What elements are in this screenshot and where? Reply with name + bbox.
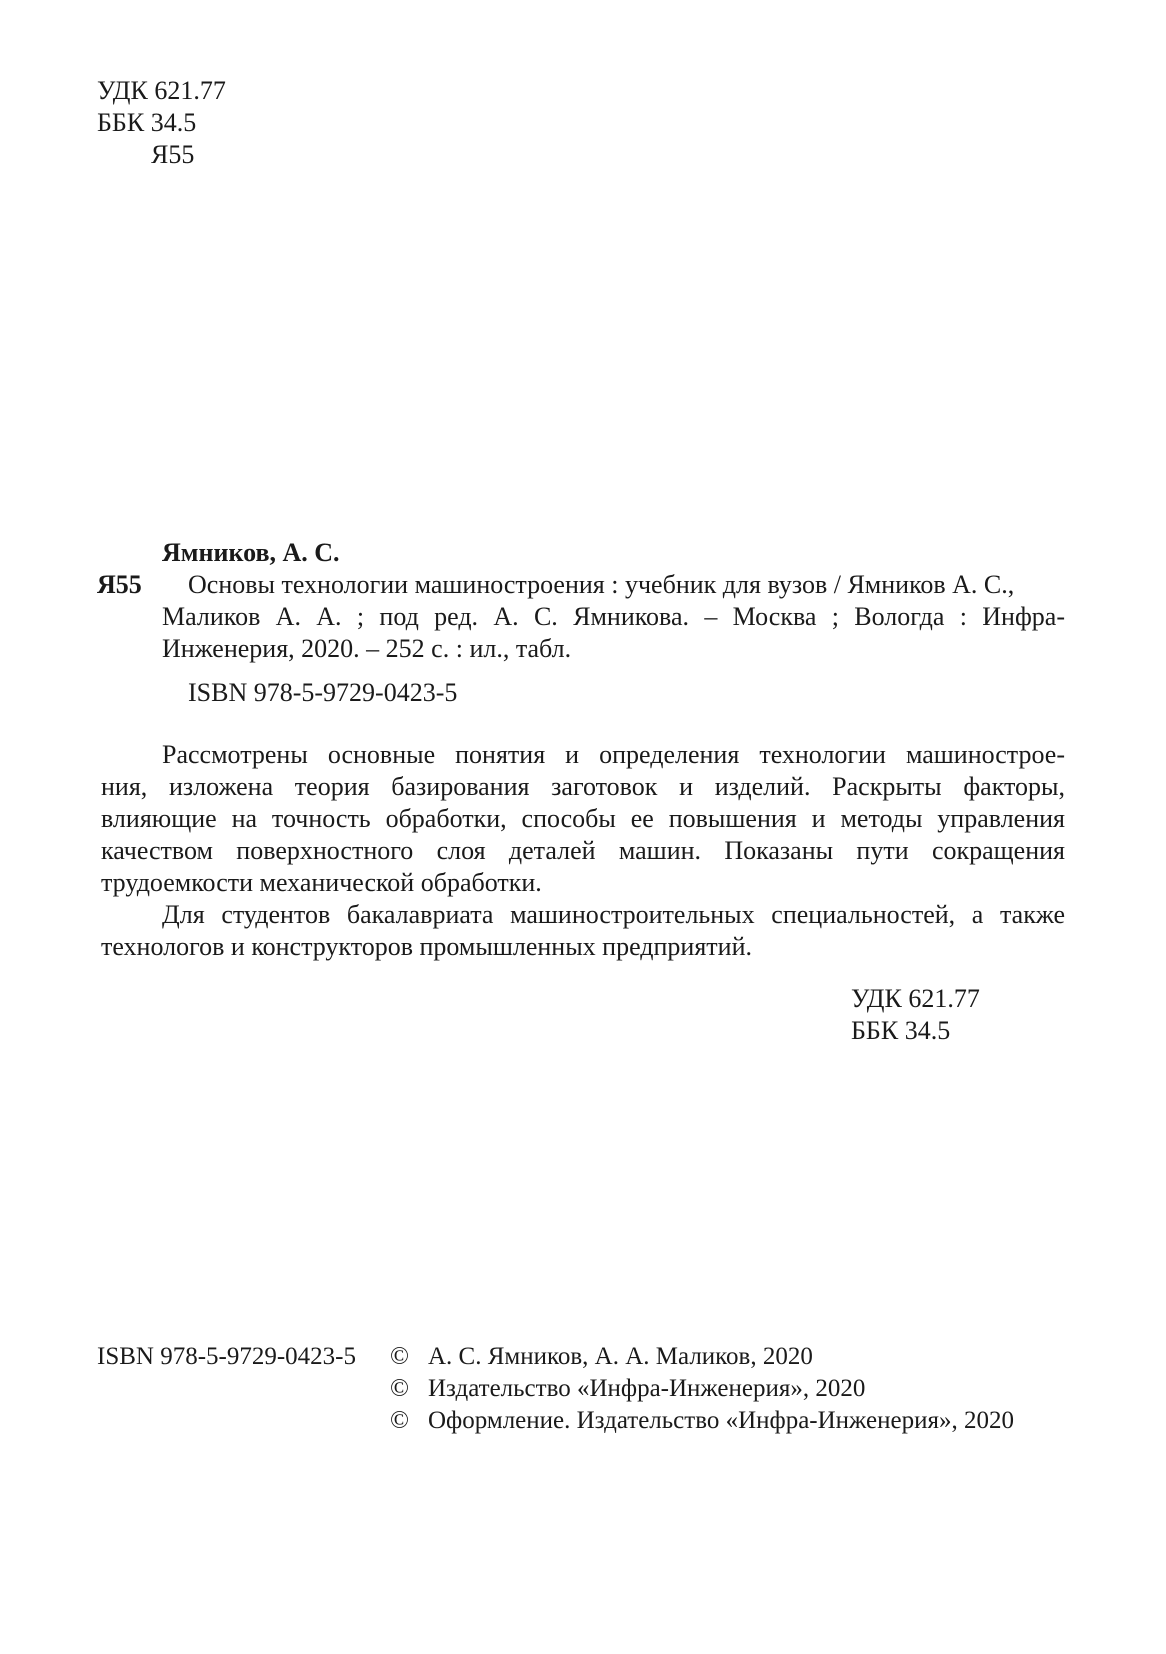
abstract-line: трудоемкости механической обработки. [101, 868, 542, 897]
copyright-symbol-3: © [390, 1407, 409, 1434]
record-line-1: Основы технологии машиностроения : учебник для вузов / Ямников А. С., [188, 570, 1015, 599]
record-line-3: Инженерия, 2020. – 252 с. : ил., табл. [162, 634, 572, 663]
record-author: Ямников, А. С. [162, 538, 340, 567]
copyright-isbn: ISBN 978-5-9729-0423-5 [97, 1343, 357, 1370]
bbk-code-bottom: ББК 34.5 [851, 1016, 951, 1045]
copyright-symbol-2: © [390, 1375, 409, 1402]
abstract-line: Для студентов бакалавриата машиностроительных специальностей, а также [162, 900, 1065, 929]
udk-code-top: УДК 621.77 [97, 76, 226, 105]
copyright-item-3: Оформление. Издательство «Инфра-Инженерия», 2020 [428, 1407, 1014, 1434]
abstract-line: качеством поверхностного слоя деталей машин. Показаны пути сокращения [101, 836, 1065, 865]
copyright-item-1: А. С. Ямников, А. А. Маликов, 2020 [428, 1343, 813, 1370]
abstract [101, 739, 1065, 963]
abstract-line: ния, изложена теория базирования заготовок и изделий. Раскрыты факторы, [101, 772, 1065, 801]
author-sign-top: Я55 [151, 140, 195, 169]
copyright-item-2: Издательство «Инфра-Инженерия», 2020 [428, 1375, 866, 1402]
record-isbn: ISBN 978-5-9729-0423-5 [188, 678, 458, 707]
udk-code-bottom: УДК 621.77 [851, 984, 980, 1013]
abstract-line: влияющие на точность обработки, способы ее повышения и методы управления [101, 804, 1065, 833]
bbk-code-top: ББК 34.5 [97, 108, 197, 137]
copyright-symbol-1: © [390, 1343, 409, 1370]
record-sign: Я55 [97, 570, 142, 599]
record-line-2: Маликов А. А. ; под ред. А. С. Ямникова. – Москва ; Вологда : Инфра- [162, 602, 1065, 631]
abstract-line: технологов и конструкторов промышленных предприятий. [101, 932, 752, 961]
abstract-line: Рассмотрены основные понятия и определения технологии машинострое- [162, 740, 1065, 769]
